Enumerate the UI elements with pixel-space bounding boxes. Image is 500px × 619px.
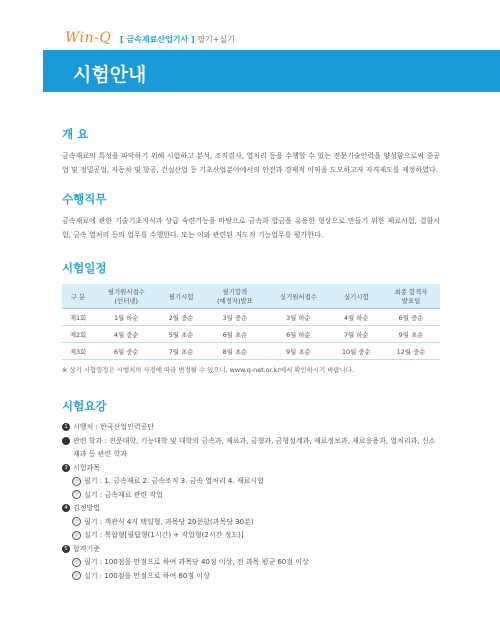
req-text: 시행처 : 한국산업인력공단 (73, 423, 155, 431)
req-item-3 (62, 462, 440, 476)
breadcrumb-subtitle: 필기+실기 (197, 35, 235, 44)
req-sub-text: 실기 : 복합형[필답형(1시간) + 작업형(2시간 정도)] (84, 531, 244, 539)
number-badge: 5 (62, 545, 70, 553)
req-sub-text: 실기 : 100점을 만점으로 하여 60점 이상 (84, 571, 210, 580)
req-sub-3a (62, 475, 440, 489)
number-badge: 2 (62, 437, 70, 445)
req-sub-5a (62, 556, 440, 570)
number-badge: 4 (62, 504, 70, 512)
number-badge: 1 (62, 423, 70, 431)
req-sub-4a (62, 516, 440, 530)
schedule-header-cell: 최종 합격자 발표일 (382, 284, 440, 309)
table-cell: 10월 중순 (331, 343, 382, 360)
breadcrumb (120, 34, 235, 45)
req-text: 시험과목 (73, 463, 101, 472)
schedule-header-cell: 필기합격 (예정자)발표 (204, 284, 267, 309)
req-sub-text: 실기 : 금속재료 관련 작업 (84, 490, 163, 499)
table-cell: 3월 하순 (266, 309, 330, 326)
breadcrumb-title: [ 금속재료산업기사 ] (120, 35, 195, 44)
table-cell: 6월 하순 (266, 326, 330, 343)
number-badge: 3 (62, 464, 70, 472)
page-title: 시험안내 (73, 64, 147, 86)
schedule-table (62, 284, 440, 360)
schedule-header-row (62, 284, 440, 309)
overview-section (62, 126, 440, 177)
overview-text: 금속재료의 특성을 파악하기 위해 시험하고 분석, 조직검사, 열처리 등을 수행할 수 있는 전문기술인력을 양성함으로써 중공업 및 정밀공업, 자동차 및 항공, 건설산업 등 기초산업분야에서의 안전과 경제적 이익을 도모하고자 자격제도를 제정하였다. (62, 152, 440, 174)
table-cell: 6월 중순 (382, 309, 440, 326)
main-content (58, 126, 440, 583)
table-cell: 7월 하순 (331, 326, 382, 343)
table-row (62, 309, 440, 326)
table-cell: 3월 중순 (204, 309, 267, 326)
schedule-note: ※ 상기 시험일정은 시행처의 사정에 따라 변경될 수 있으니, www.q-net.or.kr에서 확인하시기 바랍니다. (62, 366, 354, 374)
req-sub-3b (62, 489, 440, 503)
table-row (62, 343, 440, 360)
req-sub-text: 필기 : 1. 금속재료 2. 금속조직 3. 금속 열처리 4. 재료시험 (84, 477, 264, 485)
req-text: 관련 학과 : 전문대학, 기능대학 및 대학의 금속과, 재료과, 금형과, 금형설계과, 재료정보과, 재료응용과, 열처리과, 신소재과 등 관련 학과 (73, 436, 436, 458)
section-title-requirements: 시험요강 (62, 399, 107, 413)
top-bar (0, 0, 500, 52)
schedule-header-cell: 실기시험 (331, 284, 382, 309)
brand-logo: Win-Q (65, 30, 112, 46)
schedule-section (62, 260, 440, 374)
table-cell: 9월 초순 (382, 326, 440, 343)
section-title-overview: 개 요 (62, 127, 89, 141)
req-item-1 (62, 421, 440, 435)
marker-a: ⓐ (73, 518, 79, 524)
req-text: 검정방법 (73, 504, 101, 512)
schedule-header-cell: 실기원서접수 (266, 284, 330, 309)
page-banner (43, 50, 500, 92)
marker-a: ⓐ (73, 477, 79, 484)
req-item-2 (58, 435, 440, 462)
schedule-header-cell: 구 분 (62, 284, 94, 309)
table-cell: 9월 초순 (266, 343, 330, 360)
requirements-section (58, 398, 440, 583)
req-item-4 (62, 502, 440, 516)
req-text: 합격기준 (73, 544, 101, 553)
table-cell: 12월 중순 (382, 343, 440, 360)
req-item-5 (62, 543, 440, 557)
table-cell: 제3회 (62, 343, 94, 360)
table-cell: 제2회 (62, 326, 94, 343)
marker-b: ⓑ (73, 491, 79, 497)
table-cell: 2월 중순 (159, 309, 204, 326)
table-row (62, 326, 440, 343)
table-cell: 1월 하순 (94, 309, 158, 326)
table-cell: 제1회 (62, 309, 94, 326)
table-cell: 7월 초순 (159, 343, 204, 360)
duty-section (62, 191, 440, 242)
duty-text: 금속재료에 관한 기술기초지식과 상급 숙련기능을 바탕으로 금속과 합금을 유용한 형상으로 만들기 위한 제료시험, 결함시험, 금속 열처리 등의 업무를 수행한다. 또는 이와 관련된 지도적 기능업무를 평가한다. (62, 217, 440, 239)
req-sub-4b (62, 529, 440, 543)
marker-b: ⓑ (73, 572, 79, 578)
table-cell: 8월 초순 (204, 343, 267, 360)
marker-b: ⓑ (73, 531, 79, 538)
table-cell: 6월 중순 (94, 343, 158, 360)
req-sub-text: 필기 : 객관식 4지 택일형, 과목당 20문항(과목당 30분) (84, 517, 254, 526)
table-cell: 5월 초순 (159, 326, 204, 343)
schedule-header-cell: 필기시험 (159, 284, 204, 309)
table-cell: 4월 하순 (331, 309, 382, 326)
table-cell: 4월 중순 (94, 326, 158, 343)
req-sub-5b (62, 570, 440, 584)
schedule-body (62, 309, 440, 360)
marker-a: ⓐ (73, 558, 79, 565)
section-title-duty: 수행직무 (62, 192, 107, 206)
section-title-schedule: 시험일정 (62, 261, 107, 275)
schedule-header-cell: 필기원서접수 (인터넷) (94, 284, 158, 309)
table-cell: 6월 초순 (204, 326, 267, 343)
req-sub-text: 필기 : 100점을 만점으로 하여 과목당 40점 이상, 전 과목 평균 60점 이상 (84, 558, 309, 566)
